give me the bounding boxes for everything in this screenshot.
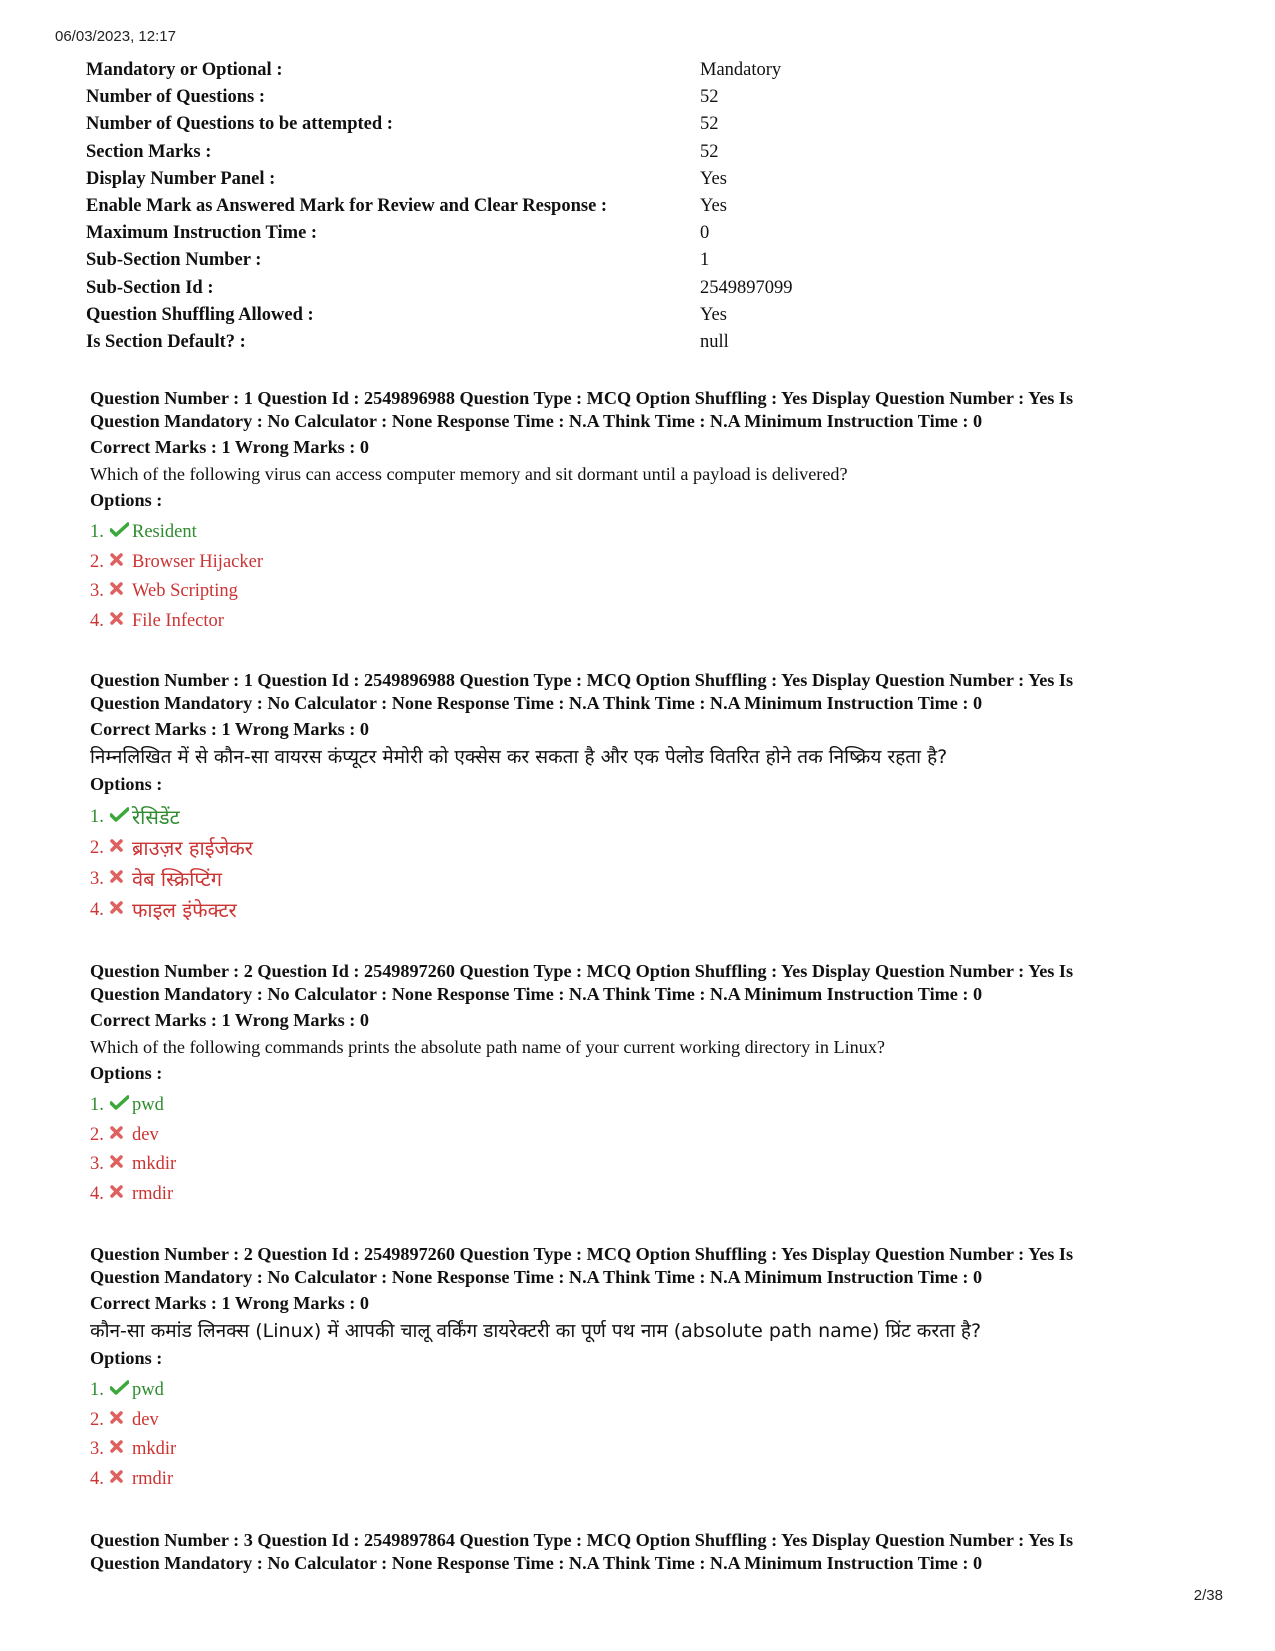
option-item — [90, 577, 1200, 607]
info-value: 0 — [700, 223, 710, 244]
info-label: Enable Mark as Answered Mark for Review and Clear Response : — [86, 195, 608, 216]
options-label: Options : — [90, 1348, 163, 1368]
info-label: Sub-Section Id : — [86, 277, 214, 298]
option-number: 3. — [90, 581, 104, 601]
info-row — [86, 166, 886, 193]
check-icon — [110, 807, 132, 822]
option-text: फाइल इंफेक्टर — [132, 898, 237, 922]
info-label: Is Section Default? : — [86, 331, 246, 352]
option-item — [90, 548, 1200, 578]
info-value: 2549897099 — [700, 277, 793, 298]
question-meta-line: Question Number : 2 Question Id : 2549897260 Question Type : MCQ Option Shuffling : Yes Display Question Number : Yes Is — [90, 961, 1074, 981]
info-label: Maximum Instruction Time : — [86, 223, 318, 244]
question-block — [90, 387, 1200, 636]
question-marks: Correct Marks : 1 Wrong Marks : 0 — [90, 1010, 370, 1030]
option-text: Web Scripting — [132, 581, 238, 601]
info-row — [86, 329, 886, 356]
option-item — [90, 895, 1200, 926]
info-label: Number of Questions to be attempted : — [86, 114, 393, 135]
info-row — [86, 57, 886, 84]
check-icon — [110, 1380, 132, 1395]
print-datetime: 06/03/2023, 12:17 — [55, 28, 176, 45]
option-number: 2. — [90, 838, 104, 858]
options-list — [90, 1376, 1200, 1494]
option-number: 1. — [90, 522, 104, 542]
cross-icon — [110, 1470, 132, 1483]
info-label: Number of Questions : — [86, 87, 266, 108]
info-value: Yes — [700, 304, 727, 325]
option-text: dev — [132, 1409, 159, 1430]
question-meta-line: Question Mandatory : No Calculator : None Response Time : N.A Think Time : N.A Minimum Instruction Time : 0 — [90, 983, 983, 1004]
cross-icon — [110, 870, 132, 883]
question-meta-line: Question Number : 1 Question Id : 2549896988 Question Type : MCQ Option Shuffling : Yes Display Question Number : Yes Is — [90, 670, 1074, 690]
question-text: Which of the following commands prints the absolute path name of your current working directory in Linux? — [90, 1037, 885, 1057]
question-meta-line: Question Number : 1 Question Id : 2549896988 Question Type : MCQ Option Shuffling : Yes Display Question Number : Yes Is — [90, 388, 1074, 408]
question-marks: Correct Marks : 1 Wrong Marks : 0 — [90, 1293, 370, 1313]
options-label: Options : — [90, 490, 163, 510]
option-item — [90, 833, 1200, 864]
question-meta — [90, 1243, 1200, 1288]
cross-icon — [110, 553, 132, 566]
question-meta — [90, 960, 1200, 1005]
option-text: rmdir — [132, 1468, 174, 1489]
option-text: mkdir — [132, 1154, 177, 1174]
question-block — [90, 1243, 1200, 1494]
question-marks: Correct Marks : 1 Wrong Marks : 0 — [90, 719, 370, 739]
info-label: Display Number Panel : — [86, 168, 276, 189]
question-meta-line: Question Number : 2 Question Id : 2549897260 Question Type : MCQ Option Shuffling : Yes Display Question Number : Yes Is — [90, 1244, 1074, 1264]
option-text: File Infector — [132, 610, 224, 631]
option-item — [90, 1465, 1200, 1495]
info-row — [86, 139, 886, 166]
question-block — [90, 1529, 1200, 1574]
option-item — [90, 1376, 1200, 1406]
info-value: Mandatory — [700, 60, 782, 80]
question-meta-line: Question Mandatory : No Calculator : None Response Time : N.A Think Time : N.A Minimum Instruction Time : 0 — [90, 1552, 983, 1573]
check-icon — [110, 522, 132, 537]
question-marks: Correct Marks : 1 Wrong Marks : 0 — [90, 437, 370, 457]
option-number: 4. — [90, 900, 104, 920]
question-block — [90, 669, 1200, 926]
info-label: Question Shuffling Allowed : — [86, 304, 314, 325]
option-item — [90, 1150, 1200, 1180]
option-text: pwd — [132, 1095, 164, 1115]
option-number: 3. — [90, 869, 104, 889]
info-label: Sub-Section Number : — [86, 250, 262, 271]
info-row — [86, 275, 886, 302]
info-value: Yes — [700, 168, 727, 189]
info-label: Section Marks : — [86, 141, 212, 162]
option-number: 4. — [90, 1183, 104, 1204]
option-text: mkdir — [132, 1439, 177, 1459]
option-item — [90, 518, 1200, 548]
option-number: 2. — [90, 551, 104, 572]
cross-icon — [110, 1411, 132, 1424]
question-meta-line: Question Mandatory : No Calculator : None Response Time : N.A Think Time : N.A Minimum Instruction Time : 0 — [90, 410, 983, 431]
question-text: कौन-सा कमांड लिनक्स (Linux) में आपकी चालू वर्किंग डायरेक्टरी का पूर्ण पथ नाम (absolute path name) प्रिंट करता है? — [90, 1320, 982, 1342]
options-label: Options : — [90, 774, 163, 794]
option-item — [90, 1121, 1200, 1151]
question-meta — [90, 669, 1200, 714]
options-label: Options : — [90, 1063, 163, 1083]
option-number: 3. — [90, 1439, 104, 1459]
option-number: 4. — [90, 1468, 104, 1489]
info-value: 52 — [700, 141, 719, 162]
option-text: Resident — [132, 522, 197, 542]
cross-icon — [110, 839, 132, 852]
option-text: ब्राउज़र हाईजेकर — [132, 836, 253, 860]
cross-icon — [110, 582, 132, 595]
option-text: pwd — [132, 1380, 164, 1400]
option-number: 3. — [90, 1154, 104, 1174]
option-item — [90, 1435, 1200, 1465]
question-text: निम्नलिखित में से कौन-सा वायरस कंप्यूटर मेमोरी को एक्सेस कर सकता है और एक पेलोड वितरित होने तक निष्क्रिय रहता है? — [90, 746, 948, 768]
info-row — [86, 302, 886, 329]
cross-icon — [110, 901, 132, 914]
option-item — [90, 802, 1200, 833]
check-icon — [110, 1095, 132, 1110]
option-number: 2. — [90, 1124, 104, 1145]
question-meta-line: Question Mandatory : No Calculator : None Response Time : N.A Think Time : N.A Minimum Instruction Time : 0 — [90, 1266, 983, 1287]
question-meta-line: Question Mandatory : No Calculator : None Response Time : N.A Think Time : N.A Minimum Instruction Time : 0 — [90, 692, 983, 713]
option-item — [90, 1180, 1200, 1210]
option-number: 1. — [90, 1380, 104, 1400]
section-info-table — [86, 57, 886, 356]
option-text: रेसिडेंट — [132, 805, 180, 829]
info-row — [86, 247, 886, 274]
info-value: 52 — [700, 114, 719, 135]
cross-icon — [110, 1440, 132, 1453]
option-item — [90, 1406, 1200, 1436]
cross-icon — [110, 612, 132, 625]
question-meta — [90, 387, 1200, 432]
page-number: 2/38 — [1193, 1587, 1223, 1604]
info-row — [86, 193, 886, 220]
cross-icon — [110, 1185, 132, 1198]
info-value: 52 — [700, 87, 719, 108]
option-item — [90, 864, 1200, 895]
option-text: Browser Hijacker — [132, 551, 263, 572]
info-row — [86, 111, 886, 138]
option-text: वेब स्क्रिप्टिंग — [132, 867, 222, 891]
option-number: 4. — [90, 610, 104, 631]
option-number: 1. — [90, 1095, 104, 1115]
question-block — [90, 960, 1200, 1209]
info-value: null — [700, 331, 729, 352]
question-meta-line: Question Number : 3 Question Id : 2549897864 Question Type : MCQ Option Shuffling : Yes Display Question Number : Yes Is — [90, 1530, 1074, 1550]
info-value: Yes — [700, 195, 727, 216]
option-text: rmdir — [132, 1183, 174, 1204]
question-meta — [90, 1529, 1200, 1574]
option-text: dev — [132, 1124, 159, 1145]
cross-icon — [110, 1126, 132, 1139]
info-row — [86, 220, 886, 247]
options-list — [90, 802, 1200, 926]
options-list — [90, 518, 1200, 636]
question-text: Which of the following virus can access computer memory and sit dormant until a payload is delivered? — [90, 464, 848, 484]
cross-icon — [110, 1155, 132, 1168]
option-item — [90, 1091, 1200, 1121]
options-list — [90, 1091, 1200, 1209]
info-row — [86, 84, 886, 111]
info-value: 1 — [700, 250, 710, 271]
option-number: 2. — [90, 1409, 104, 1430]
info-label: Mandatory or Optional : — [86, 60, 283, 80]
option-number: 1. — [90, 807, 104, 827]
option-item — [90, 607, 1200, 637]
